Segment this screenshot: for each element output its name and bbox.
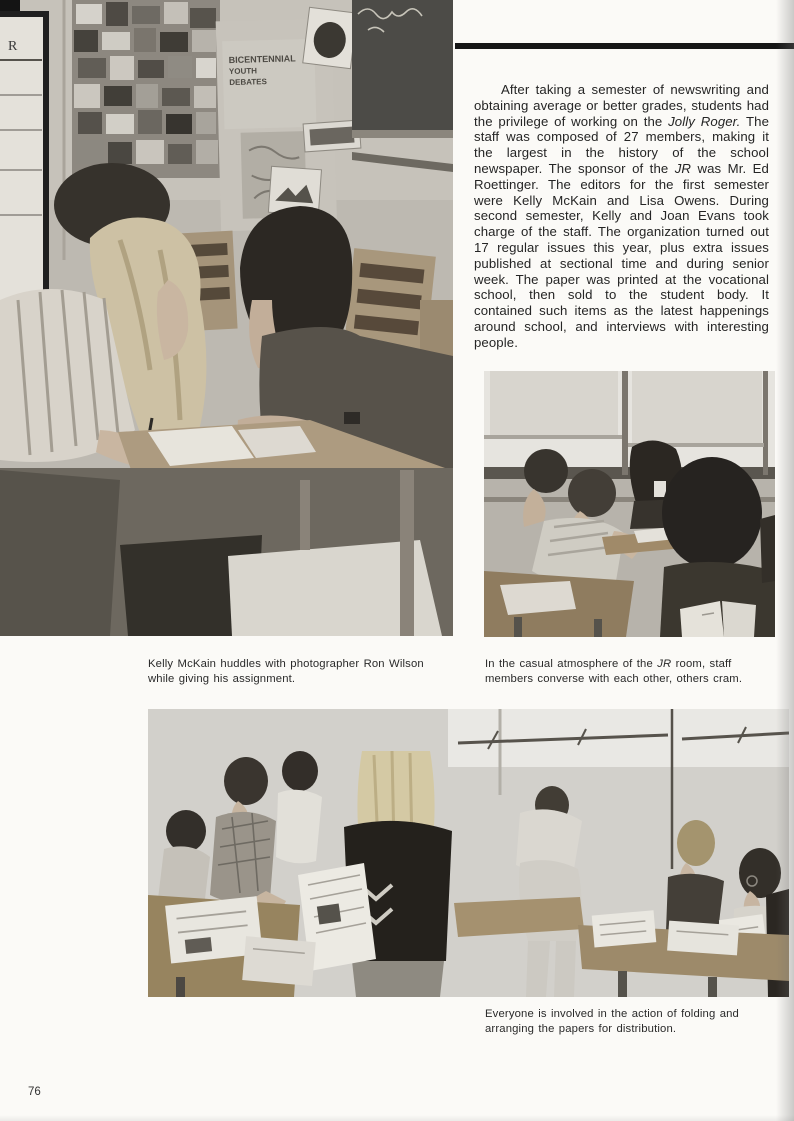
photo-huddle xyxy=(0,0,453,636)
photo-huddle-graphic xyxy=(0,0,453,636)
calendar-chart xyxy=(0,14,46,324)
photo-jr-room xyxy=(484,371,775,637)
photo-foreground xyxy=(0,468,453,636)
article-paragraph: After taking a semester of newswriting and obtaining average or better grades, students had the privilege of working on the Jolly Roger. The staff was composed of 27 members, making it the largest in the history of the school newspaper. The sponsor of the JR was Mr. Ed Roettinger. The editors for the first semester were Kelly McKain and Lisa Owens. During second semester, Kelly and Joan Evans took charge of the staff. The organization turned out 17 regular issues this year, plus extra issues published at sectional time and during senior week. The paper was printed at the vocational school, then sold to the student body. It contained such items as the latest happenings around school, and interviews with interesting people. xyxy=(474,82,770,350)
caption-bottom-photo: Everyone is involved in the action of folding and arranging the papers for distribution. xyxy=(485,1008,739,1035)
article-text xyxy=(474,82,769,351)
desks-bottom xyxy=(484,571,634,637)
poster-line-1: BICENTENNIAL xyxy=(228,53,296,66)
desks-left xyxy=(148,895,316,997)
caption-left-photo: Kelly McKain huddles with photographer Ron Wilson while giving his assignment. xyxy=(148,658,424,685)
scan-edge-shadow-bottom xyxy=(0,1115,794,1121)
photo-jr-room-graphic xyxy=(484,371,775,637)
student-right-edge xyxy=(760,515,775,583)
page-number: 76 xyxy=(28,1086,41,1098)
photo-folding-papers-graphic xyxy=(148,709,789,997)
caption-right-photo: In the casual atmosphere of the JR room, staff members converse with each other, others cram. xyxy=(485,658,743,685)
poster-line-2: YOUTH xyxy=(228,66,258,77)
poster-line-3: DEBATES xyxy=(229,77,268,88)
photo-folding-papers xyxy=(148,709,789,997)
svg-text:R: R xyxy=(8,39,18,54)
section-divider-rule xyxy=(455,43,794,49)
bulletin-board-collage xyxy=(72,0,220,178)
